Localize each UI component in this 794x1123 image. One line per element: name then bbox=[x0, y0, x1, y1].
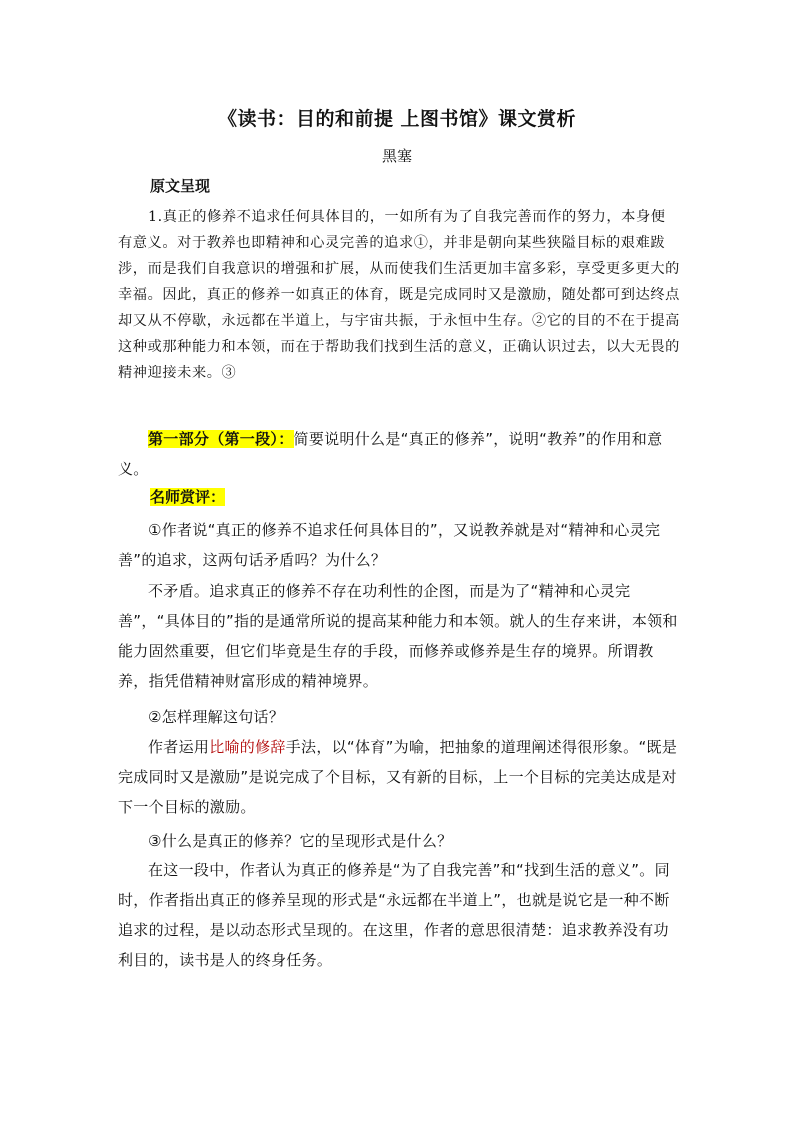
review-heading bbox=[150, 486, 712, 507]
part1-label: 第一部分（第一段）： bbox=[148, 430, 294, 448]
question-3: ③什么是真正的修养？它的呈现形式是什么？ bbox=[148, 832, 453, 850]
question-1: ①作者说“真正的修养不追求任何具体目的”，又说教养就是对“精神和心灵完善”的追求，这两句话矛盾吗？为什么？ bbox=[118, 521, 661, 569]
author-name: 黑塞 bbox=[381, 147, 412, 165]
question-2: ②怎样理解这句话？ bbox=[148, 708, 285, 726]
part1-summary bbox=[118, 424, 680, 484]
part1-text: 简要说明什么是“真正的修养”，说明“教养”的作用和意义。 bbox=[118, 430, 663, 478]
page-title: 《读书：目的和前提 上图书馆》课文赏析 bbox=[217, 108, 577, 130]
review-label: 名师赏评： bbox=[150, 488, 226, 506]
answer-2-post: 手法，以“体育”为喻，把抽象的道理阐述得很形象。“既是完成同时又是激励”是说完成了个目标，又有新的目标，上一个目标的完美达成是对下一个目标的激励。 bbox=[118, 738, 678, 816]
original-heading: 原文呈现 bbox=[150, 177, 211, 195]
original-text: 1.真正的修养不追求任何具体目的，一如所有为了自我完善而作的努力，本身便有意义。对于教养也即精神和心灵完善的追求①，并非是朝向某些狭隘目标的艰难跋涉，而是我们自我意识的增强和扩展，从而使我们生活更加丰富多彩，享受更多更大的幸福。因此，真正的修养一如真正的体育，既是完成同时又是激励，随处都可到达终点却又从不停歇，永远都在半道上，与宇宙共振，于永恒中生存。②它的目的不在于提高这种或那种能力和本领，而在于帮助我们找到生活的意义，正确认识过去，以大无畏的精神迎接未来。③ bbox=[118, 209, 680, 381]
answer-2-pre: 作者运用 bbox=[148, 738, 210, 756]
answer-3: 在这一段中，作者认为真正的修养是“为了自我完善”和“找到生活的意义”。同时，作者指出真正的修养呈现的形式是“永远都在半道上”，也就是说它是一种不断追求的过程，是以动态形式呈现的。在这里，作者的意思很清楚：追求教养没有功利目的，读书是人的终身任务。 bbox=[118, 861, 670, 969]
answer-2-highlight: 比喻的修辞 bbox=[209, 738, 286, 756]
answer-1: 不矛盾。追求真正的修养不存在功利性的企图，而是为了“精神和心灵完善”，“具体目的”指的是通常所说的提高某种能力和本领。就人的生存来讲，本领和能力固然重要，但它们毕竟是生存的手段，而修养或修养是生存的境界。所谓教养，指凭借精神财富形成的精神境界。 bbox=[118, 582, 678, 690]
answer-2 bbox=[118, 732, 680, 822]
